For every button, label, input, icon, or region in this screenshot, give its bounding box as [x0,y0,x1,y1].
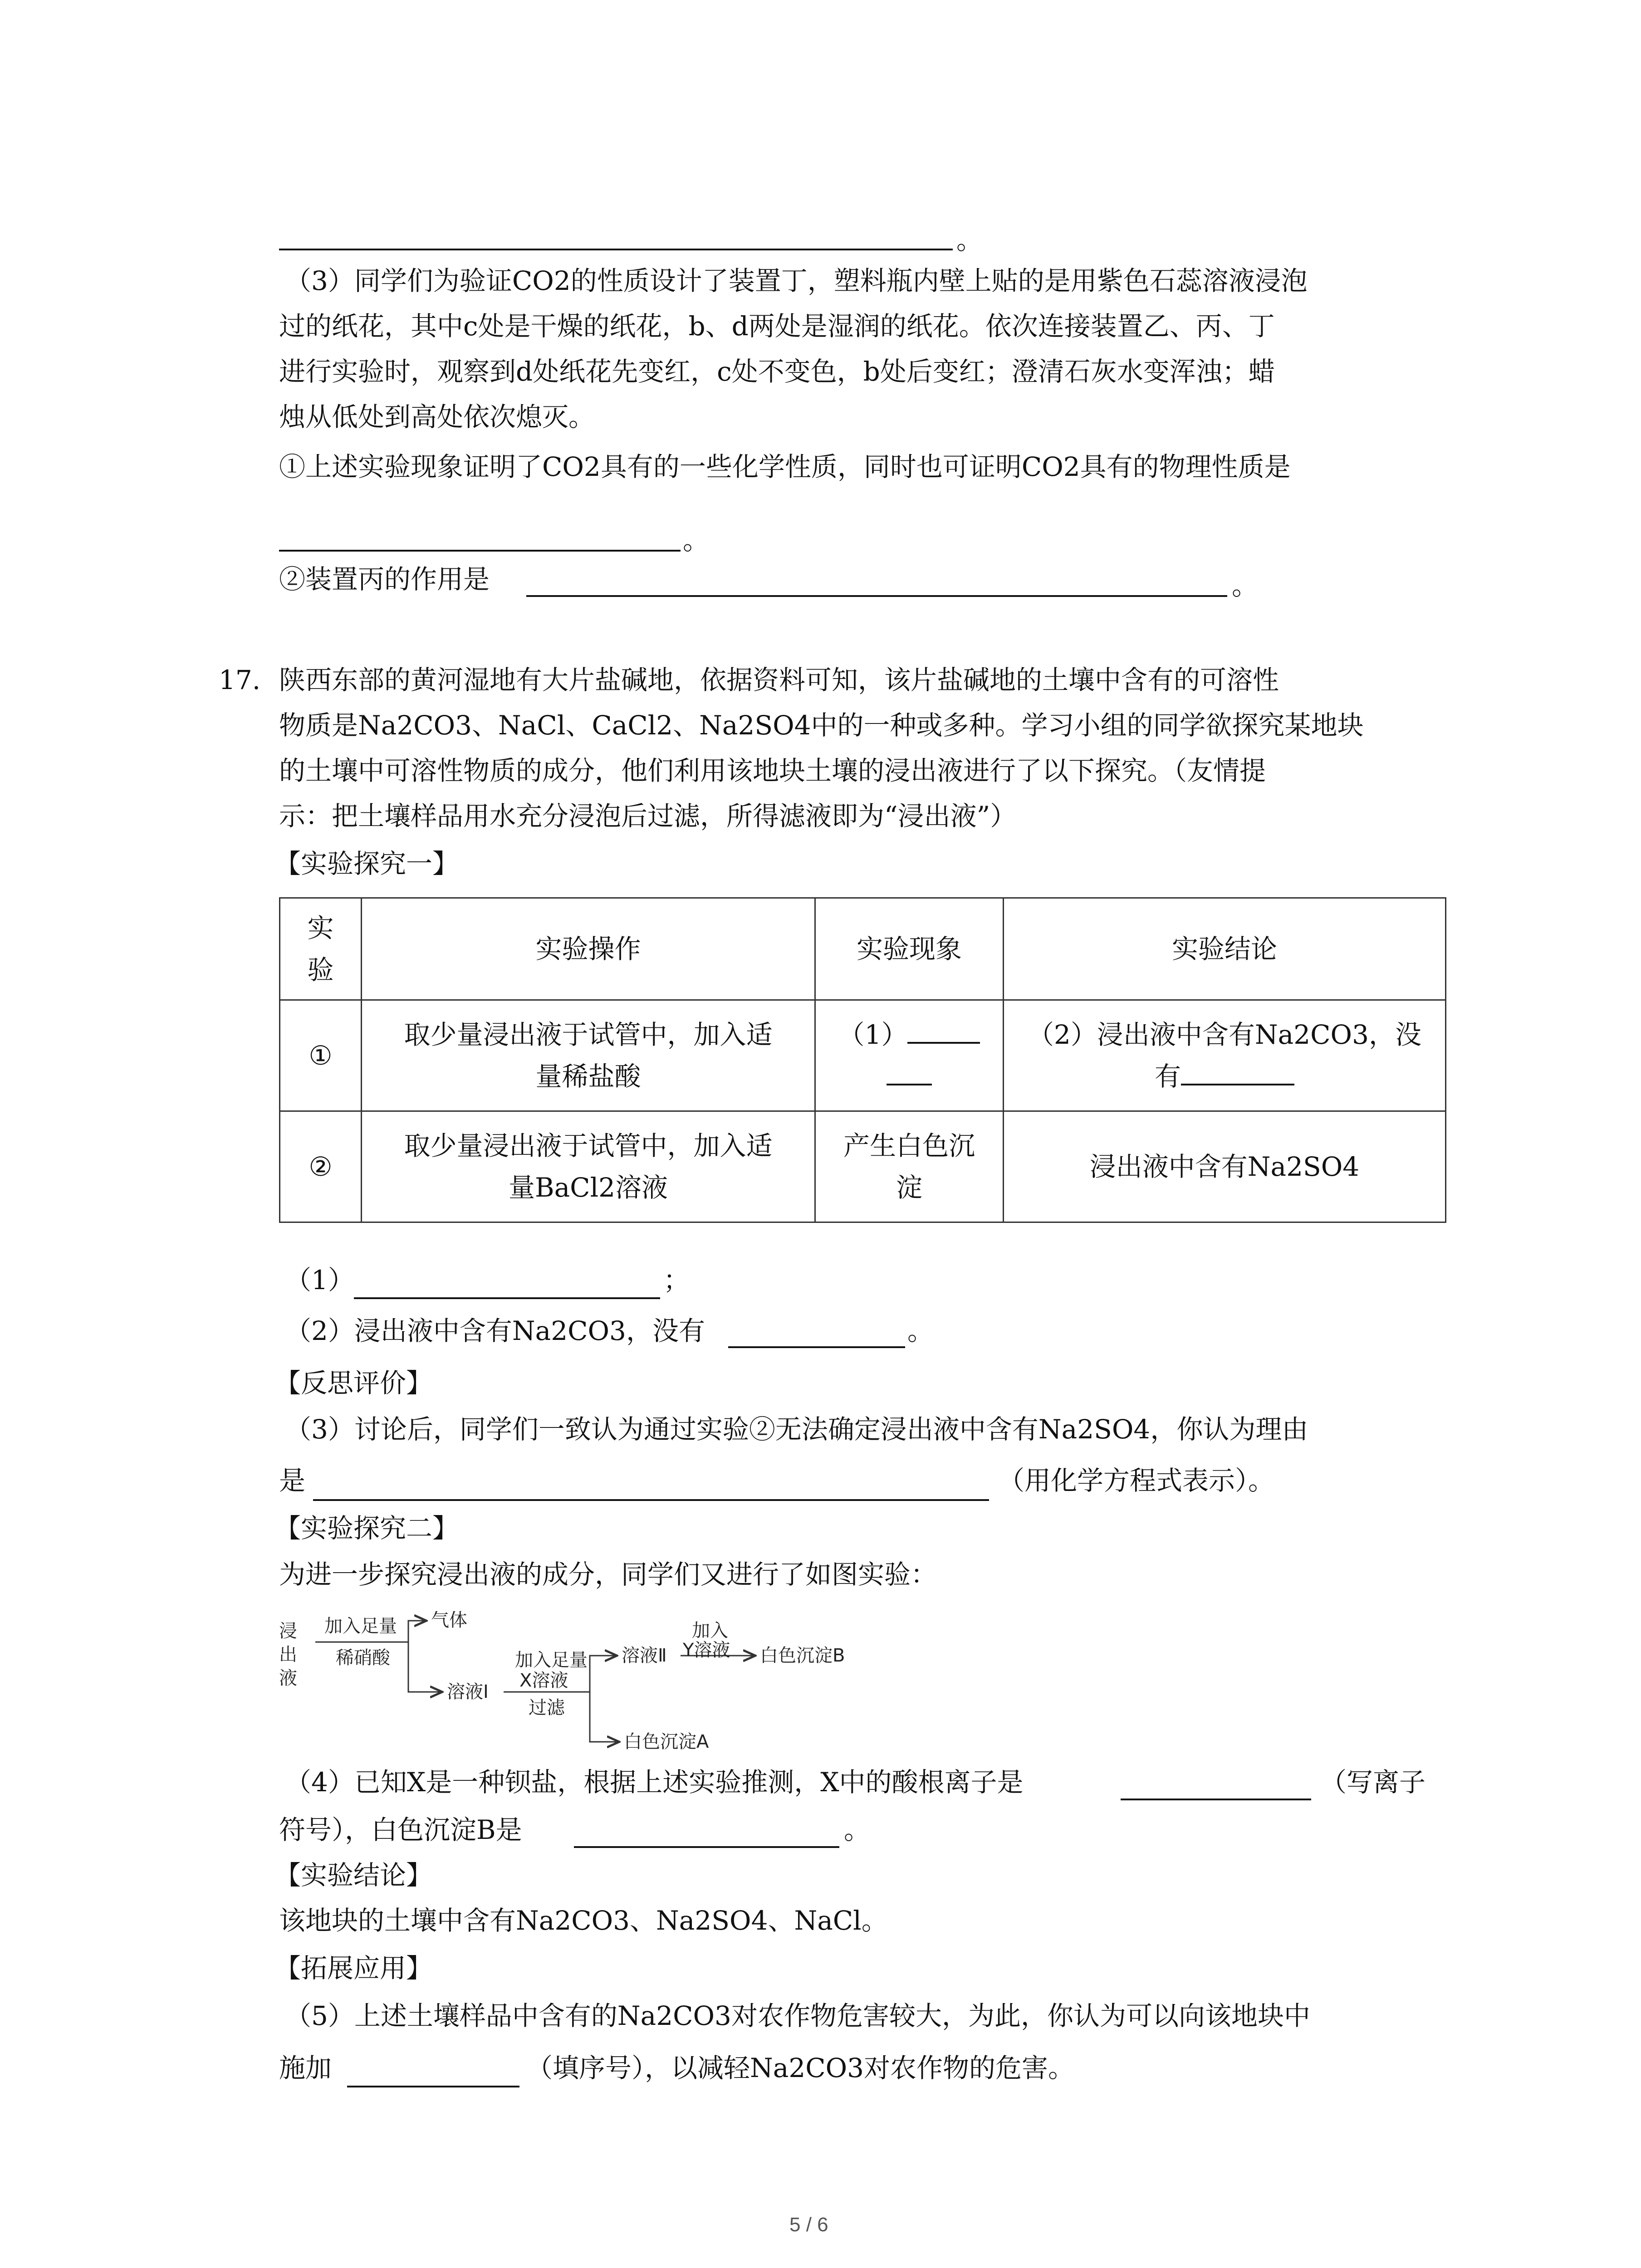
page-number: 5 / 6 [789,2214,828,2236]
flow-step1-top: 加入足量 [324,1616,397,1637]
section-heading: 【实验探究一】 [274,848,459,879]
q16-sub1-text: ①上述实验现象证明了CO2具有的一些化学性质，同时也可证明CO2具有的物理性质是 [279,451,1291,482]
table-header-cell: 实验现象 [815,898,1004,1000]
flow-solution1: 溶液Ⅰ [447,1681,489,1702]
q17-part4-line-1-suffix: （写离子 [1320,1767,1426,1798]
q16-part3-line-1: （3）同学们为验证CO2的性质设计了装置丁，塑料瓶内壁上贴的是用紫色石蕊溶液浸泡 [285,265,1308,296]
section-heading: 【实验结论】 [274,1860,433,1891]
q17-part4-line-2: 符号），白色沉淀B是 [279,1814,522,1845]
experiment-table [279,897,1446,1223]
conclusion-text: 该地块的土壤中含有Na2CO3、Na2SO4、NaCl。 [279,1905,888,1936]
section-heading: 【反思评价】 [274,1368,433,1398]
sentence-end-mark: 。 [844,1814,871,1845]
table-cell [1004,1000,1446,1111]
table-row [280,1111,1446,1222]
q17-part4-line-1: （4）已知X是一种钡盐，根据上述实验推测，X中的酸根离子是 [285,1767,1024,1798]
q17-part3-line-1: （3）讨论后，同学们一致认为通过实验②无法确定浸出液中含有Na2SO4，你认为理由 [285,1414,1308,1445]
q17-intro-line-4: 示：把土壤样品用水充分浸泡后过滤，所得滤液即为“浸出液”） [279,801,1017,831]
section-heading: 【实验探究二】 [274,1513,459,1544]
q17-intro-line-3: 的土壤中可溶性物质的成分，他们利用该地块土壤的浸出液进行了以下探究。（友情提 [279,755,1266,786]
flow-step2-line3: 过滤 [529,1697,565,1718]
cell-text: 有 [1154,1061,1181,1092]
flow-precip-a: 白色沉淀A [624,1731,709,1752]
q17-part5-line-2-suffix: （填序号），以减轻Na2CO3对农作物的危害。 [526,2053,1075,2083]
answer-blank [728,1346,905,1348]
flow-start-label: 浸出液 [279,1621,297,1689]
cell-text: （1） [838,1019,908,1050]
q17-intro-line-2: 物质是Na2CO3、NaCl、CaCl2、Na2SO4中的一种或多种。学习小组的同学欲探究某地块 [279,710,1364,741]
table-cell: 取少量浸出液于试管中，加入适量BaCl2溶液 [362,1111,815,1222]
answer-blank [887,1057,932,1085]
flow-intro-text: 为进一步探究浸出液的成分，同学们又进行了如图实验： [279,1559,937,1590]
answer-blank [574,1846,839,1848]
answer-blank [354,1297,660,1299]
answer-blank [1181,1057,1294,1085]
table-cell: ① [280,1000,362,1111]
table-cell: 取少量浸出液于试管中，加入适量稀盐酸 [362,1000,815,1111]
table-header-cell: 实验结论 [1004,898,1446,1000]
cell-text: （2）浸出液中含有Na2CO3，没 [1028,1019,1421,1050]
table-header-cell: 实验操作 [362,898,815,1000]
flow-step2-line1: 加入足量 [515,1650,588,1671]
table-header-cell: 实验 [280,898,362,1000]
sentence-end-mark: ； [663,1265,690,1295]
q16-sub2-text: ②装置丙的作用是 [279,564,490,595]
table-row [280,1000,1446,1111]
sentence-end-mark: 。 [907,1315,934,1346]
flow-step1-bottom: 稀硝酸 [336,1647,390,1668]
sentence-end-mark: 。 [683,525,710,556]
answer-label: （2）浸出液中含有Na2CO3，没有 [285,1315,705,1346]
answer-blank [347,2086,519,2087]
table-cell: 浸出液中含有Na2SO4 [1004,1111,1446,1222]
q17-part3-line-2-suffix: （用化学方程式表示）。 [998,1465,1275,1496]
answer-blank [279,249,953,250]
q16-part3-line-3: 进行实验时，观察到d处纸花先变红，c处不变色，b处后变红；澄清石灰水变浑浊；蜡 [279,356,1275,387]
table-cell: 产生白色沉淀 [815,1111,1004,1222]
answer-blank [1121,1799,1311,1800]
arrow-to-precip-a [590,1692,619,1742]
flow-solution2: 溶液Ⅱ [622,1645,667,1666]
answer-blank [526,595,1227,597]
answer-blank [313,1499,989,1501]
flow-step3-line1: 加入 [692,1620,728,1641]
arrow-to-solution1 [408,1642,442,1692]
q16-part3-line-2: 过的纸花，其中c处是干燥的纸花，b、d两处是湿润的纸花。依次连接装置乙、丙、丁 [279,311,1275,342]
flow-step3-line2: Y溶液 [683,1640,730,1661]
flow-diagram [272,1606,907,1755]
answer-label: （1） [285,1265,354,1295]
q16-part3-line-4: 烛从低处到高处依次熄灭。 [279,401,595,432]
section-heading: 【拓展应用】 [274,1953,433,1984]
question-number: 17. [219,665,261,695]
q17-part3-line-2-prefix: 是 [279,1465,306,1496]
q17-part5-line-1: （5）上述土壤样品中含有的Na2CO3对农作物危害较大，为此，你认为可以向该地块中 [285,2000,1310,2031]
table-header-row [280,898,1446,1000]
flow-gas: 气体 [431,1610,467,1631]
answer-blank [279,550,681,552]
table-cell: ② [280,1111,362,1222]
sentence-end-mark: 。 [1232,570,1259,601]
q17-part5-line-2-prefix: 施加 [279,2053,332,2083]
answer-blank [907,1016,980,1044]
table-cell [815,1000,1004,1111]
q17-intro-line-1: 陕西东部的黄河湿地有大片盐碱地，依据资料可知，该片盐碱地的土壤中含有的可溶性 [279,665,1279,695]
sentence-end-mark: 。 [956,225,983,255]
flow-precip-b: 白色沉淀B [760,1645,845,1666]
flow-step2-line2: X溶液 [519,1670,568,1691]
